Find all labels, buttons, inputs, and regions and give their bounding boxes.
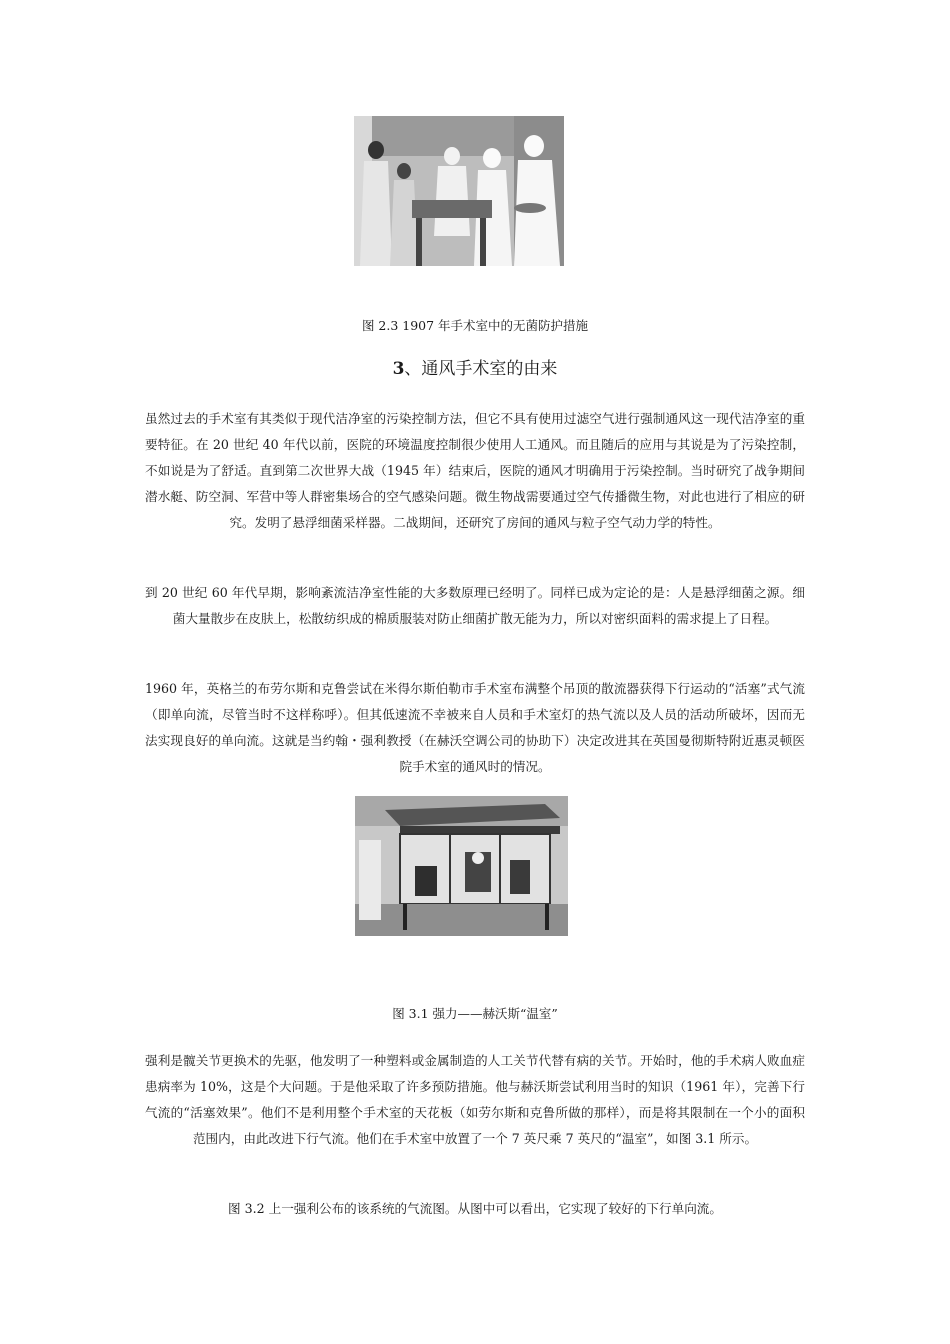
figure-caption-3-1: 图 3.1 强力——赫沃斯“温室”: [392, 1006, 558, 1021]
photo-surgeons-illustration: [354, 116, 564, 266]
paragraph-history-ventilation: 虽然过去的手术室有其类似于现代洁净室的污染控制方法，但它不具有使用过滤空气进行强制通风这一现代洁净室的重要特征。在 20 世纪 40 年代以前，医院的环境温度控制很少使用人工通风。而且随后的应用与其说是为了污染控制，不如说是为了舒适。直到第二次世界大战（1945 年）结束后，医院的通风才明确用于污染控制。当时研究了战争期间潜水艇、防空洞、军营中等人群密集场合的空气感染问题。微生物战需要通过空气传播微生物，对此也进行了相应的研究。发明了悬浮细菌采样器。二战期间，还研究了房间的通风与粒子空气动力学的特性。: [145, 411, 805, 530]
section-number: 3: [392, 359, 405, 379]
paragraph-airflow-diagram: 图 3.2 上一强利公布的该系统的气流图。从图中可以看出，它实现了较好的下行单向流。: [227, 1201, 722, 1216]
section-title: 、通风手术室的由来: [404, 359, 558, 379]
figure-caption-2-3: 图 2.3 1907 年手术室中的无菌防护措施: [361, 318, 589, 333]
figure-photo-1907-surgeons: [354, 116, 564, 266]
photo-greenhouse-illustration: [355, 796, 568, 936]
section-heading: [0, 358, 950, 380]
paragraph-1960s-principles: 到 20 世纪 60 年代早期，影响紊流洁净室性能的大多数原理已经明了。同样已成为定论的是：人是悬浮细菌之源。细菌大量散步在皮肤上，松散纺织成的棉质服装对防止细菌扩散无能为力，所以对密织面料的需求提上了日程。: [145, 585, 805, 626]
paragraph-1960-piston-flow: 1960 年，英格兰的布劳尔斯和克鲁尝试在米得尔斯伯勒市手术室布满整个吊顶的散流器获得下行运动的“活塞”式气流（即单向流，尽管当时不这样称呼）。但其低速流不幸被来自人员和手术室灯的热气流以及人员的活动所破坏，因而无法实现良好的单向流。这就是当约翰・强利教授（在赫沃空调公司的协助下）决定改进其在英国曼彻斯特附近惠灵顿医院手术室的通风时的情况。: [145, 681, 805, 774]
figure-photo-greenhouse: [355, 796, 568, 936]
paragraph-charnley-hip: 强利是髋关节更换术的先驱，他发明了一种塑料或金属制造的人工关节代替有病的关节。开始时，他的手术病人败血症患病率为 10%，这是个大问题。于是他采取了许多预防措施。他与赫沃斯尝试利用当时的知识（1961 年），完善下行气流的“活塞效果”。他们不是利用整个手术室的天花板（如劳尔斯和克鲁所做的那样），而是将其限制在一个小的面积范围内，由此改进下行气流。他们在手术室中放置了一个 7 英尺乘 7 英尺的“温室”，如图 3.1 所示。: [145, 1053, 805, 1146]
